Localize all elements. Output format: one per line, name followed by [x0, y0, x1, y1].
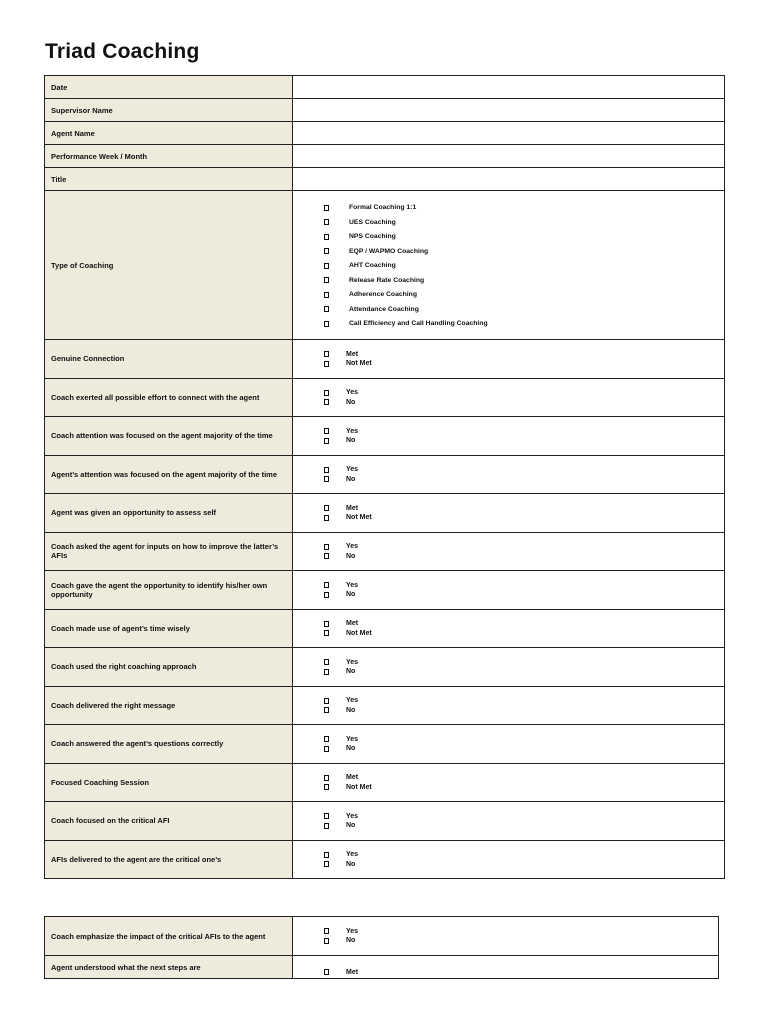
criterion-row [45, 802, 725, 841]
checkbox[interactable] [324, 321, 329, 327]
criterion-row [45, 378, 725, 417]
row-label: Supervisor Name [45, 99, 293, 122]
header-field-row [45, 99, 725, 122]
option-label: No [346, 475, 356, 483]
option-item[interactable] [293, 200, 724, 215]
option-item[interactable] [293, 936, 718, 946]
row-label: Date [45, 76, 293, 99]
option-label: Yes [346, 466, 359, 473]
checkbox[interactable] [324, 861, 329, 867]
row-label: Coach asked the agent for inputs on how to improve the latter’s AFIs [45, 532, 293, 571]
option-label: Yes [346, 389, 359, 396]
checkbox[interactable] [324, 621, 329, 627]
header-field-row [45, 145, 725, 168]
row-label: Coach exerted all possible effort to connect with the agent [45, 378, 293, 417]
option-label: Yes [346, 851, 359, 858]
option-item[interactable] [293, 657, 724, 667]
checkbox[interactable] [324, 351, 329, 357]
row-label: Title [45, 168, 293, 191]
option-item[interactable] [293, 821, 724, 831]
row-label: Coach focused on the critical AFI [45, 802, 293, 841]
criterion-row [45, 763, 725, 802]
criterion-options[interactable] [293, 417, 725, 456]
option-label: No [346, 398, 356, 406]
checkbox[interactable] [324, 736, 329, 742]
option-label: No [346, 745, 356, 752]
checkbox[interactable] [324, 399, 329, 405]
option-item[interactable] [293, 580, 724, 590]
option-label: Not Met [346, 783, 372, 791]
row-label: Agent’s attention was focused on the agent majority of the time [45, 455, 293, 494]
criterion-options[interactable] [293, 725, 725, 764]
checkbox[interactable] [324, 505, 329, 511]
option-item[interactable] [293, 287, 724, 302]
field-value[interactable] [293, 99, 725, 122]
option-label: Yes [346, 697, 359, 704]
row-label: Focused Coaching Session [45, 763, 293, 802]
option-item[interactable] [293, 927, 718, 937]
criterion-row [45, 417, 725, 456]
criterion-row [45, 532, 725, 571]
checkbox[interactable] [324, 938, 329, 944]
header-field-row [45, 168, 725, 191]
checkbox[interactable] [324, 263, 329, 269]
checkbox[interactable] [324, 698, 329, 704]
option-label: UES Coaching [349, 218, 396, 226]
criterion-row [45, 571, 725, 610]
row-label: Genuine Connection [45, 340, 293, 379]
option-item[interactable] [293, 426, 724, 436]
checkbox[interactable] [324, 219, 329, 225]
option-label: Yes [346, 735, 359, 743]
option-item[interactable] [293, 744, 724, 754]
option-label: Met [346, 620, 359, 627]
checkbox[interactable] [324, 969, 329, 975]
option-item[interactable] [293, 273, 724, 288]
criterion-row [45, 340, 725, 379]
field-value[interactable] [293, 145, 725, 168]
page-title: Triad Coaching [45, 40, 200, 63]
option-label: Yes [346, 658, 359, 666]
checkbox[interactable] [324, 784, 329, 790]
option-label: No [346, 437, 356, 444]
checkbox[interactable] [324, 707, 329, 713]
option-label: No [346, 706, 356, 714]
criterion-options[interactable] [293, 763, 725, 802]
option-item[interactable] [293, 302, 724, 317]
checkbox[interactable] [324, 630, 329, 636]
option-label: Release Rate Coaching [349, 276, 425, 284]
option-label: AHT Coaching [349, 262, 396, 269]
option-label: Met [346, 774, 359, 781]
option-label: Yes [346, 427, 359, 435]
option-item[interactable] [293, 503, 724, 513]
option-label: Call Efficiency and Call Handling Coaching [349, 320, 488, 327]
coaching-type-row [45, 191, 725, 340]
row-label: Coach delivered the right message [45, 686, 293, 725]
option-label: No [346, 860, 356, 868]
option-item[interactable] [293, 590, 724, 600]
checkbox[interactable] [324, 813, 329, 819]
option-item[interactable] [293, 542, 724, 552]
checkbox[interactable] [324, 248, 329, 254]
checkbox[interactable] [324, 292, 329, 298]
row-label: Type of Coaching [45, 191, 293, 340]
checkbox[interactable] [324, 746, 329, 752]
checkbox[interactable] [324, 277, 329, 283]
criterion-options[interactable] [293, 494, 725, 533]
option-label: No [346, 668, 356, 675]
option-item[interactable] [293, 359, 724, 369]
checkbox[interactable] [324, 669, 329, 675]
option-label: Met [346, 350, 359, 358]
checkbox[interactable] [324, 592, 329, 598]
option-item[interactable] [293, 705, 724, 715]
row-label: Agent was given an opportunity to assess self [45, 494, 293, 533]
row-label: Agent Name [45, 122, 293, 145]
criterion-row [45, 725, 725, 764]
option-item[interactable] [293, 349, 724, 359]
option-item[interactable] [293, 397, 724, 407]
coaching-form-table-continued [44, 916, 719, 979]
criterion-options[interactable] [293, 340, 725, 379]
row-label: Coach emphasize the impact of the critical AFIs to the agent [45, 917, 293, 956]
option-label: Adherence Coaching [349, 291, 417, 298]
coaching-form-table [44, 75, 725, 879]
option-label: Not Met [346, 360, 372, 367]
option-item[interactable] [293, 850, 724, 860]
option-item[interactable] [293, 244, 724, 259]
checkbox[interactable] [324, 361, 329, 367]
option-label: Attendance Coaching [349, 305, 419, 313]
criterion-options[interactable] [293, 378, 725, 417]
option-item[interactable] [293, 513, 724, 523]
criterion-options[interactable] [293, 648, 725, 687]
option-item[interactable] [293, 551, 724, 561]
checkbox[interactable] [324, 205, 329, 211]
option-label: EQP / WAPMO Coaching [349, 247, 429, 255]
option-label: Yes [346, 927, 359, 935]
option-label: Yes [346, 812, 359, 820]
checkbox[interactable] [324, 390, 329, 396]
option-item[interactable] [293, 782, 724, 792]
criterion-row [45, 917, 719, 956]
option-label: Yes [346, 581, 359, 589]
option-item[interactable] [293, 667, 724, 677]
option-label: Yes [346, 543, 359, 550]
option-item[interactable] [293, 388, 724, 398]
row-label: AFIs delivered to the agent are the critical one’s [45, 840, 293, 879]
checkbox[interactable] [324, 438, 329, 444]
checkbox[interactable] [324, 544, 329, 550]
checkbox[interactable] [324, 852, 329, 858]
option-label: Met [346, 968, 359, 976]
row-label: Performance Week / Month [45, 145, 293, 168]
row-label: Agent understood what the next steps are [45, 956, 293, 979]
option-item[interactable] [293, 316, 724, 331]
criterion-options[interactable] [293, 571, 725, 610]
criterion-options[interactable] [293, 956, 719, 979]
criterion-row [45, 609, 725, 648]
option-item[interactable] [293, 465, 724, 475]
option-label: No [346, 552, 356, 560]
option-item[interactable] [293, 773, 724, 783]
option-item[interactable] [293, 968, 718, 978]
option-item[interactable] [293, 436, 724, 446]
option-item[interactable] [293, 696, 724, 706]
checkbox[interactable] [324, 928, 329, 934]
row-label: Coach made use of agent’s time wisely [45, 609, 293, 648]
checkbox[interactable] [324, 476, 329, 482]
criterion-options[interactable] [293, 455, 725, 494]
criterion-options[interactable] [293, 917, 719, 956]
option-label: Not Met [346, 514, 372, 521]
option-item[interactable] [293, 859, 724, 869]
criterion-row [45, 648, 725, 687]
row-label: Coach answered the agent’s questions correctly [45, 725, 293, 764]
option-label: Not Met [346, 629, 372, 637]
checkbox[interactable] [324, 823, 329, 829]
criterion-options[interactable] [293, 532, 725, 571]
option-item[interactable] [293, 811, 724, 821]
option-label: NPS Coaching [349, 233, 396, 240]
criterion-options[interactable] [293, 686, 725, 725]
checkbox[interactable] [324, 467, 329, 473]
criterion-options[interactable] [293, 840, 725, 879]
option-label: Formal Coaching 1:1 [349, 204, 417, 211]
option-item[interactable] [293, 628, 724, 638]
checkbox[interactable] [324, 515, 329, 521]
row-label: Coach gave the agent the opportunity to identify his/her own opportunity [45, 571, 293, 610]
header-field-row [45, 76, 725, 99]
field-value[interactable] [293, 168, 725, 191]
row-label: Coach attention was focused on the agent majority of the time [45, 417, 293, 456]
option-label: Met [346, 504, 359, 512]
criterion-row [45, 455, 725, 494]
checkbox[interactable] [324, 582, 329, 588]
option-item[interactable] [293, 474, 724, 484]
coaching-type-options[interactable] [293, 191, 725, 340]
criterion-options[interactable] [293, 609, 725, 648]
criterion-row [45, 840, 725, 879]
option-item[interactable] [293, 229, 724, 244]
field-value[interactable] [293, 76, 725, 99]
option-item[interactable] [293, 258, 724, 273]
field-value[interactable] [293, 122, 725, 145]
criterion-row [45, 686, 725, 725]
checkbox[interactable] [324, 306, 329, 312]
criterion-row [45, 956, 719, 979]
criterion-row [45, 494, 725, 533]
option-item[interactable] [293, 619, 724, 629]
row-label: Coach used the right coaching approach [45, 648, 293, 687]
checkbox[interactable] [324, 553, 329, 559]
criterion-options[interactable] [293, 802, 725, 841]
checkbox[interactable] [324, 775, 329, 781]
checkbox[interactable] [324, 659, 329, 665]
option-label: No [346, 591, 356, 598]
option-item[interactable] [293, 215, 724, 230]
header-field-row [45, 122, 725, 145]
option-label: No [346, 822, 356, 829]
option-item[interactable] [293, 734, 724, 744]
option-label: No [346, 937, 356, 945]
checkbox[interactable] [324, 428, 329, 434]
checkbox[interactable] [324, 234, 329, 240]
